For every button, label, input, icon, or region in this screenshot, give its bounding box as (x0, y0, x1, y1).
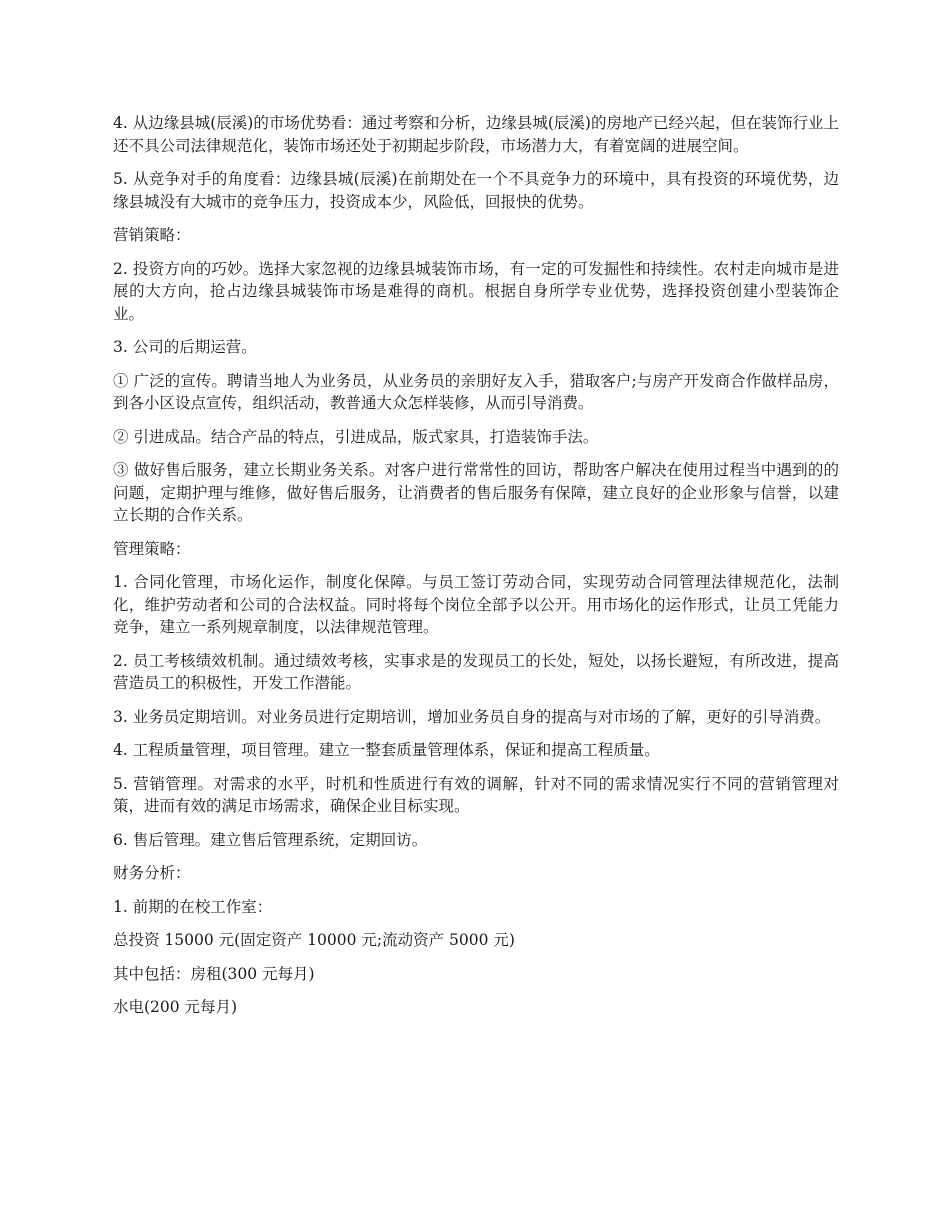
paragraph-later-operation: 3. 公司的后期运营。 (113, 338, 257, 356)
paragraph-quality-management: 4. 工程质量管理，项目管理。建立一整套质量管理体系，保证和提高工程质量。 (113, 741, 660, 759)
paragraph-publicity: ① 广泛的宣传。聘请当地人为业务员，从业务员的亲朋好友入手，猎取客户;与房产开发商合作做样品房，到各小区设点宣传，组织活动，教普通大众怎样装修，从而引导消费。 (113, 371, 839, 412)
paragraph-performance-review: 2. 员工考核绩效机制。通过绩效考核，实事求是的发现员工的长处，短处，以扬长避短，有所改进，提高营造员工的积极性，开发工作潜能。 (113, 651, 839, 692)
paragraph-sales-training: 3. 业务员定期培训。对业务员进行定期培训，增加业务员自身的提高与对市场的了解，更好的引导消费。 (113, 707, 831, 726)
paragraph-market-advantage: 4. 从边缘县城(辰溪)的市场优势看：通过考察和分析，边缘县城(辰溪)的房地产已经兴起，但在装饰行业上还不具公司法律规范化，装饰市场还处于初期起步阶段，市场潜力大，有着宽阔的进展空间。 (113, 114, 839, 155)
paragraph-after-sales: ③ 做好售后服务，建立长期业务关系。对客户进行常常性的回访，帮助客户解决在使用过程当中遇到的的问题，定期护理与维修，做好售后服务，让消费者的售后服务有保障，建立良好的企业形象与信誉，以建立长期的合作关系。 (113, 461, 839, 524)
paragraph-competitor-view: 5. 从竞争对手的角度看：边缘县城(辰溪)在前期处在一个不具竞争力的环境中，具有投资的环境优势，边缘县城没有大城市的竞争压力，投资成本少，风险低，回报快的优势。 (113, 170, 839, 211)
document-body (113, 112, 839, 1030)
paragraph-import-products: ② 引进成品。结合产品的特点，引进成品，版式家具，打造装饰手法。 (113, 427, 599, 446)
heading-management-strategy: 管理策略： (113, 539, 191, 558)
paragraph-utilities: 水电(200 元每月) (113, 998, 238, 1016)
paragraph-after-sales-management: 6. 售后管理。建立售后管理系统，定期回访。 (113, 830, 428, 849)
heading-financial-analysis: 财务分析： (113, 864, 191, 882)
paragraph-investment-direction: 2. 投资方向的巧妙。选择大家忽视的边缘县城装饰市场，有一定的可发掘性和持续性。农村走向城市是进展的大方向，抢占边缘县城装饰市场是难得的商机。根据自身所学专业优势，选择投资创建小型装饰企业。 (113, 259, 839, 323)
paragraph-early-studio: 1. 前期的在校工作室： (113, 897, 273, 916)
paragraph-marketing-management: 5. 营销管理。对需求的水平，时机和性质进行有效的调解，针对不同的需求情况实行不同的营销管理对策，进而有效的满足市场需求，确保企业目标实现。 (113, 774, 839, 815)
paragraph-total-investment: 总投资 15000 元(固定资产 10000 元;流动资产 5000 元) (113, 931, 515, 949)
paragraph-rent: 其中包括：房租(300 元每月) (113, 964, 315, 983)
paragraph-contract-management: 1. 合同化管理，市场化运作，制度化保障。与员工签订劳动合同，实现劳动合同管理法律规范化，法制化，维护劳动者和公司的合法权益。同时将每个岗位全部予以公开。用市场化的运作形式，让员工凭能力竞争，建立一系列规章制度，以法律规范管理。 (113, 573, 839, 636)
heading-marketing-strategy: 营销策略： (113, 226, 191, 244)
